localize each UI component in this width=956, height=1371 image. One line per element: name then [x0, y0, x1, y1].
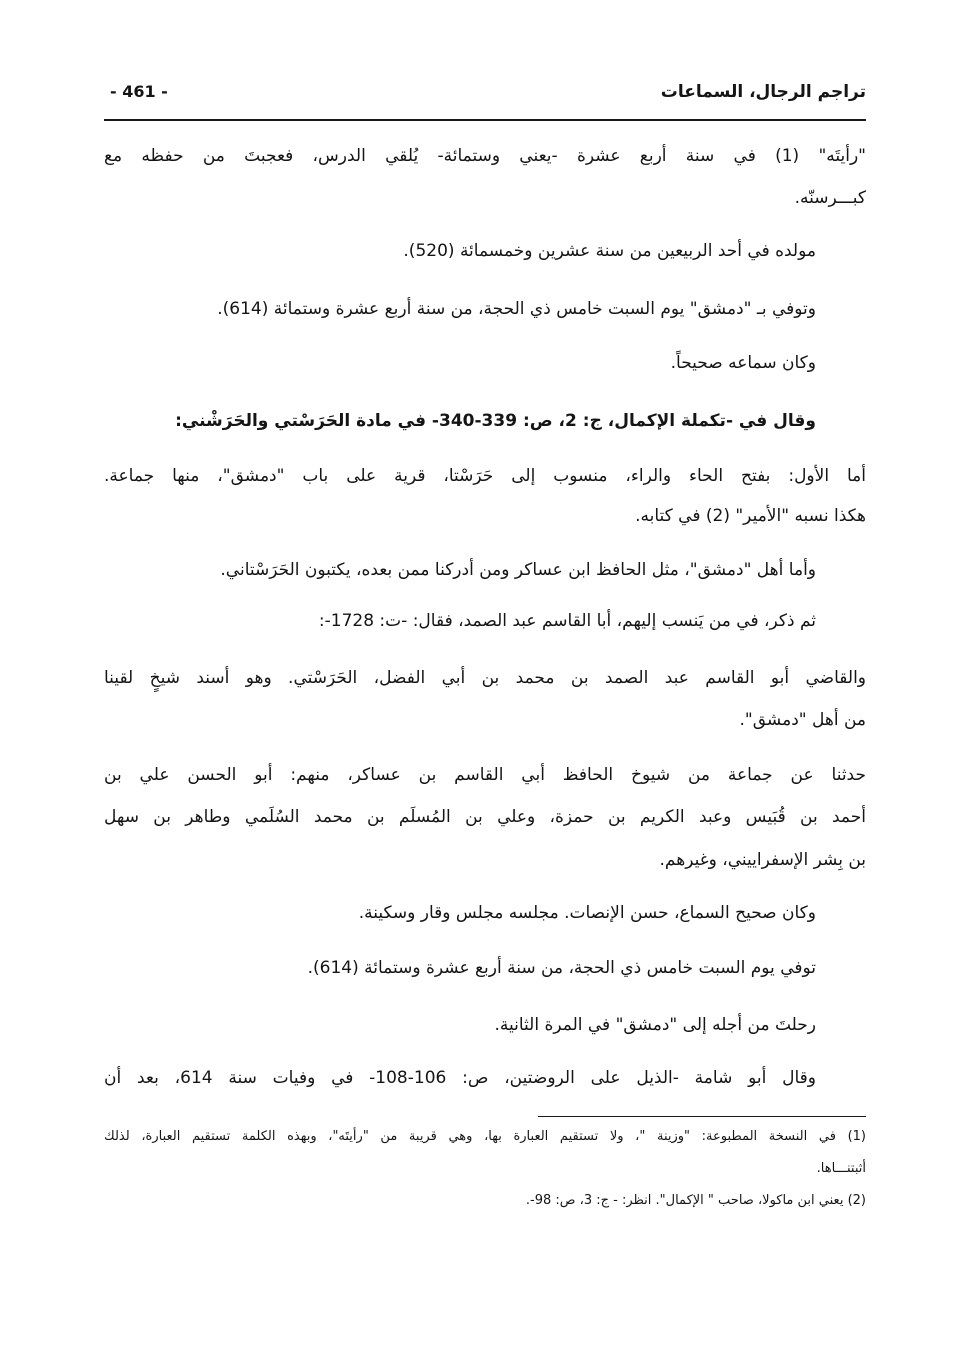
text-line: رحلتَ من أجله إلى "دمشق" في المرة الثانية.	[494, 1015, 816, 1035]
text-line: وتوفي بـ "دمشق" يوم السبت خامس ذي الحجة، من سنة أربع عشرة وستمائة (614).	[217, 299, 816, 319]
text-line: توفي يوم السبت خامس ذي الحجة، من سنة أربع عشرة وستمائة (614).	[307, 958, 816, 978]
text-line: هكذا نسبه "الأمير" (2) في كتابه.	[635, 506, 866, 526]
text-line: من أهل "دمشق".	[739, 710, 866, 730]
text-line: بن بِشر الإسفراييني، وغيرهم.	[659, 850, 866, 870]
footnote-line: أثبتنـــاها.	[816, 1161, 866, 1176]
text-line: "رأيتَه" (1) في سنة أربع عشرة -يعني وستمائة- يُلقي الدرس، فعجبتَ من حفظه مع	[104, 146, 866, 166]
footnote-line: (2) يعني ابن ماكولا، صاحب " الإكمال". انظر: - ج: 3، ص: 98-.	[525, 1193, 866, 1208]
text-line: وأما أهل "دمشق"، مثل الحافظ ابن عساكر ومن أدركنا ممن بعده، يكتبون الحَرَسْتاني.	[220, 560, 816, 580]
text-line: كبـــرسنّه.	[794, 188, 866, 208]
text-line: ثم ذكر، في من يَنسب إليهم، أبا القاسم عبد الصمد، فقال: -ت: 1728-:	[318, 611, 816, 631]
text-line: وقال أبو شامة -الذيل على الروضتين، ص: 106-108- في وفيات سنة 614، بعد أن	[104, 1068, 816, 1088]
page-number: - 461 -	[110, 82, 168, 101]
text-line: والقاضي أبو القاسم عبد الصمد بن محمد بن أبي الفضل، الحَرَسْتي. وهو أسند شيخٍ لقينا	[104, 668, 866, 688]
text-line: وقال في -تكملة الإكمال، ج: 2، ص: 339-340- في مادة الحَرَسْتي والحَرَشْني:	[175, 411, 816, 431]
footnotes	[104, 0, 866, 1371]
text-line: أحمد بن قُبَيس وعبد الكريم بن حمزة، وعلي بن المُسلَم بن محمد السُلَمي وطاهر بن سهل	[104, 807, 866, 827]
footnote-line: (1) في النسخة المطبوعة: "وزينة "، ولا تستقيم العبارة بها، وهي قريبة من "رأيتَه"، وبهذه الكلمة تستقيم العبارة، لذلك	[104, 1129, 866, 1144]
text-line: أما الأول: بفتح الحاء والراء، منسوب إلى حَرَسْتا، قرية على باب "دمشق"، منها جماعة.	[104, 466, 866, 486]
text-line: حدثنا عن جماعة من شيوخ الحافظ أبي القاسم بن عساكر، منهم: أبو الحسن علي بن	[104, 765, 866, 785]
running-title: تراجم الرجال، السماعات	[660, 82, 866, 102]
text-line: وكان سماعه صحيحاً.	[670, 353, 816, 373]
text-line: وكان صحيح السماع، حسن الإنصات. مجلسه مجلس وقار وسكينة.	[358, 903, 816, 923]
text-line: مولده في أحد الربيعين من سنة عشرين وخمسمائة (520).	[403, 241, 816, 261]
